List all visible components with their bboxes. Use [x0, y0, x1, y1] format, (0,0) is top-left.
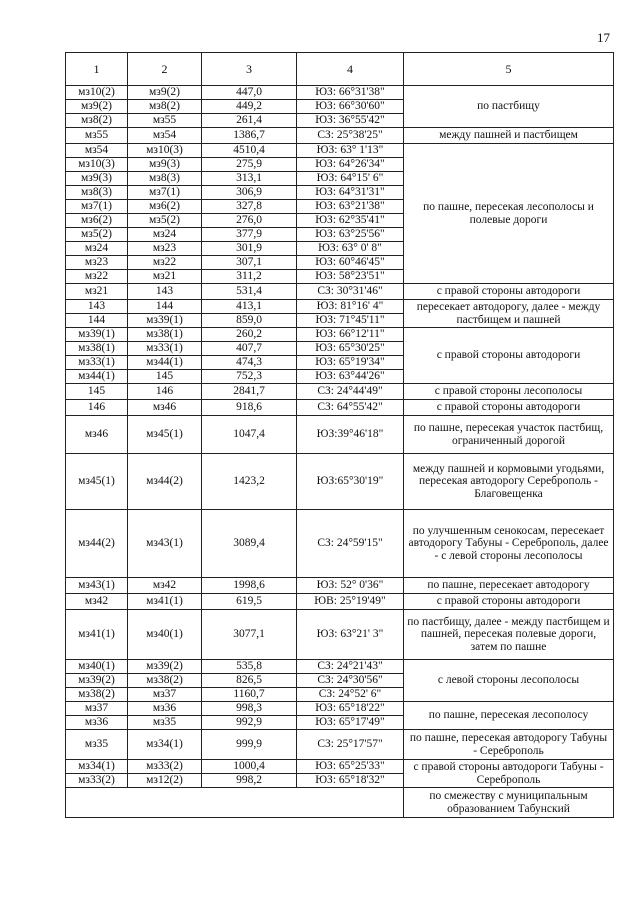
- cell-from-point: мз45(1): [66, 454, 128, 510]
- cell-description: по пастбищу: [404, 86, 614, 128]
- cell-length: 1386,7: [202, 128, 297, 144]
- table-row: [66, 86, 614, 100]
- cell-from-point: мз41(1): [66, 610, 128, 660]
- table-row: [66, 702, 614, 716]
- table-row: [66, 416, 614, 454]
- cell-from-point: мз55: [66, 128, 128, 144]
- cell-to-point: мз36: [128, 702, 202, 716]
- cell-bearing: ЮВ: 25°19'49": [297, 594, 404, 610]
- cell-from-point: мз42: [66, 594, 128, 610]
- cell-from-point: мз39(1): [66, 328, 128, 342]
- cell-from-point: мз39(2): [66, 674, 128, 688]
- cell-bearing: ЮЗ: 66°31'38": [297, 86, 404, 100]
- cell-bearing: ЮЗ: 63° 1'13": [297, 144, 404, 158]
- cell-from-point: мз8(2): [66, 114, 128, 128]
- cell-from-point: 146: [66, 400, 128, 416]
- table-row: [66, 300, 614, 314]
- cell-length: 449,2: [202, 100, 297, 114]
- table-row: [66, 760, 614, 774]
- table-row: [66, 400, 614, 416]
- table-row: [66, 328, 614, 342]
- cell-description: по улучшенным сенокосам, пересекает автодорогу Табуны - Сереброполь, далее - с левой стороны лесополосы: [404, 510, 614, 578]
- cell-length: 998,2: [202, 774, 297, 788]
- cell-description: по пашне, пересекая участок пастбищ, ограниченный дорогой: [404, 416, 614, 454]
- cell-to-point: мз9(3): [128, 158, 202, 172]
- table-row: [66, 454, 614, 510]
- table-row: [66, 578, 614, 594]
- cell-bearing: ЮЗ: 71°45'11": [297, 314, 404, 328]
- cell-length: 306,9: [202, 186, 297, 200]
- page-number: 17: [597, 30, 610, 45]
- cell-from-point: мз6(2): [66, 214, 128, 228]
- boundary-table: [65, 52, 614, 818]
- cell-description: с правой стороны автодороги: [404, 400, 614, 416]
- cell-from-point: мз38(1): [66, 342, 128, 356]
- cell-to-point: мз7(1): [128, 186, 202, 200]
- cell-to-point: мз44(1): [128, 356, 202, 370]
- cell-bearing: ЮЗ: 81°16' 4": [297, 300, 404, 314]
- cell-from-point: мз37: [66, 702, 128, 716]
- cell-bearing: ЮЗ: 64°26'34": [297, 158, 404, 172]
- cell-description: по пастбищу, далее - между пастбищем и пашней, пересекая полевые дороги, затем по пашне: [404, 610, 614, 660]
- header-col-5: 5: [404, 53, 614, 86]
- cell-to-point: мз21: [128, 270, 202, 284]
- cell-length: 1047,4: [202, 416, 297, 454]
- cell-to-point: мз12(2): [128, 774, 202, 788]
- cell-from-point: мз36: [66, 716, 128, 730]
- cell-bearing: ЮЗ: 65°25'33": [297, 760, 404, 774]
- cell-length: 1160,7: [202, 688, 297, 702]
- table-row: [66, 730, 614, 760]
- cell-to-point: 145: [128, 370, 202, 384]
- cell-from-point: 143: [66, 300, 128, 314]
- header-row: [66, 53, 614, 86]
- cell-length: 413,1: [202, 300, 297, 314]
- cell-to-point: 143: [128, 284, 202, 300]
- cell-to-point: мз23: [128, 242, 202, 256]
- cell-from-point: мз22: [66, 270, 128, 284]
- cell-description: с правой стороны лесополосы: [404, 384, 614, 400]
- cell-bearing: ЮЗ: 66°30'60": [297, 100, 404, 114]
- cell-from-point: мз35: [66, 730, 128, 760]
- cell-length: 474,3: [202, 356, 297, 370]
- cell-length: 301,9: [202, 242, 297, 256]
- cell-bearing: ЮЗ: 65°17'49": [297, 716, 404, 730]
- cell-to-point: мз38(2): [128, 674, 202, 688]
- cell-from-point: мз43(1): [66, 578, 128, 594]
- cell-length: 261,4: [202, 114, 297, 128]
- cell-from-point: мз44(2): [66, 510, 128, 578]
- cell-bearing: СЗ: 24°59'15": [297, 510, 404, 578]
- cell-empty: [66, 788, 404, 818]
- cell-to-point: мз9(2): [128, 86, 202, 100]
- cell-length: 998,3: [202, 702, 297, 716]
- cell-to-point: мз6(2): [128, 200, 202, 214]
- cell-description: по пашне, пересекая лесополосы и полевые дороги: [404, 144, 614, 284]
- header-col-3: 3: [202, 53, 297, 86]
- cell-to-point: мз38(1): [128, 328, 202, 342]
- cell-to-point: мз33(1): [128, 342, 202, 356]
- cell-bearing: ЮЗ: 63°44'26": [297, 370, 404, 384]
- cell-to-point: мз35: [128, 716, 202, 730]
- cell-description: по пашне, пересекая лесополосу: [404, 702, 614, 730]
- cell-bearing: СЗ: 25°38'25": [297, 128, 404, 144]
- cell-to-point: мз45(1): [128, 416, 202, 454]
- cell-to-point: 146: [128, 384, 202, 400]
- cell-description: по смежеству с муниципальным образованием Табунский: [404, 788, 614, 818]
- cell-to-point: мз8(2): [128, 100, 202, 114]
- cell-length: 260,2: [202, 328, 297, 342]
- cell-bearing: ЮЗ:39°46'18": [297, 416, 404, 454]
- cell-to-point: мз41(1): [128, 594, 202, 610]
- cell-length: 2841,7: [202, 384, 297, 400]
- cell-length: 3089,4: [202, 510, 297, 578]
- table-row: [66, 144, 614, 158]
- cell-length: 311,2: [202, 270, 297, 284]
- table-row: [66, 384, 614, 400]
- cell-to-point: мз24: [128, 228, 202, 242]
- cell-bearing: ЮЗ: 64°15' 6": [297, 172, 404, 186]
- cell-length: 447,0: [202, 86, 297, 100]
- cell-bearing: СЗ: 24°44'49": [297, 384, 404, 400]
- header-col-4: 4: [297, 53, 404, 86]
- cell-length: 918,6: [202, 400, 297, 416]
- cell-to-point: мз33(2): [128, 760, 202, 774]
- cell-length: 1998,6: [202, 578, 297, 594]
- cell-from-point: 144: [66, 314, 128, 328]
- cell-to-point: мз44(2): [128, 454, 202, 510]
- table-row: [66, 660, 614, 674]
- cell-to-point: мз43(1): [128, 510, 202, 578]
- cell-length: 327,8: [202, 200, 297, 214]
- cell-description: с левой стороны лесополосы: [404, 660, 614, 702]
- table-row: [66, 788, 614, 818]
- cell-to-point: мз8(3): [128, 172, 202, 186]
- cell-length: 752,3: [202, 370, 297, 384]
- cell-description: между пашней и кормовыми угодьями, пересекая автодорогу Сереброполь - Благовещенка: [404, 454, 614, 510]
- cell-bearing: СЗ: 25°17'57": [297, 730, 404, 760]
- cell-length: 999,9: [202, 730, 297, 760]
- cell-to-point: мз39(2): [128, 660, 202, 674]
- table-row: [66, 610, 614, 660]
- table-row: [66, 284, 614, 300]
- cell-bearing: ЮЗ: 62°35'41": [297, 214, 404, 228]
- cell-to-point: мз42: [128, 578, 202, 594]
- cell-from-point: мз23: [66, 256, 128, 270]
- cell-bearing: ЮЗ: 63°21' 3": [297, 610, 404, 660]
- cell-to-point: мз5(2): [128, 214, 202, 228]
- cell-from-point: мз24: [66, 242, 128, 256]
- cell-bearing: ЮЗ:65°30'19": [297, 454, 404, 510]
- cell-bearing: ЮЗ: 65°18'22": [297, 702, 404, 716]
- cell-to-point: мз54: [128, 128, 202, 144]
- cell-to-point: 144: [128, 300, 202, 314]
- cell-to-point: мз34(1): [128, 730, 202, 760]
- cell-length: 531,4: [202, 284, 297, 300]
- cell-bearing: ЮЗ: 66°12'11": [297, 328, 404, 342]
- cell-from-point: мз40(1): [66, 660, 128, 674]
- cell-from-point: мз46: [66, 416, 128, 454]
- cell-length: 992,9: [202, 716, 297, 730]
- cell-from-point: мз9(2): [66, 100, 128, 114]
- cell-bearing: СЗ: 24°52' 6": [297, 688, 404, 702]
- cell-description: с правой стороны автодороги: [404, 328, 614, 384]
- cell-bearing: СЗ: 30°31'46": [297, 284, 404, 300]
- cell-length: 407,7: [202, 342, 297, 356]
- cell-length: 377,9: [202, 228, 297, 242]
- cell-bearing: ЮЗ: 63° 0' 8": [297, 242, 404, 256]
- cell-from-point: мз8(3): [66, 186, 128, 200]
- cell-bearing: ЮЗ: 63°25'56": [297, 228, 404, 242]
- header-col-2: 2: [128, 53, 202, 86]
- cell-length: 619,5: [202, 594, 297, 610]
- cell-length: 859,0: [202, 314, 297, 328]
- cell-bearing: ЮЗ: 65°18'32": [297, 774, 404, 788]
- cell-length: 1423,2: [202, 454, 297, 510]
- cell-to-point: мз37: [128, 688, 202, 702]
- cell-description: с правой стороны автодороги Табуны - Сереброполь: [404, 760, 614, 788]
- cell-from-point: мз44(1): [66, 370, 128, 384]
- cell-bearing: СЗ: 24°21'43": [297, 660, 404, 674]
- cell-bearing: ЮЗ: 52° 0'36": [297, 578, 404, 594]
- cell-description: по пашне, пересекает автодорогу: [404, 578, 614, 594]
- cell-to-point: мз10(3): [128, 144, 202, 158]
- cell-length: 826,5: [202, 674, 297, 688]
- cell-from-point: мз5(2): [66, 228, 128, 242]
- cell-bearing: ЮЗ: 63°21'38": [297, 200, 404, 214]
- cell-description: по пашне, пересекая автодорогу Табуны - Сереброполь: [404, 730, 614, 760]
- cell-length: 1000,4: [202, 760, 297, 774]
- cell-from-point: мз10(2): [66, 86, 128, 100]
- table-row: [66, 594, 614, 610]
- cell-description: между пашней и пастбищем: [404, 128, 614, 144]
- header-col-1: 1: [66, 53, 128, 86]
- cell-to-point: мз46: [128, 400, 202, 416]
- cell-bearing: ЮЗ: 58°23'51": [297, 270, 404, 284]
- table-row: [66, 510, 614, 578]
- cell-length: 307,1: [202, 256, 297, 270]
- cell-from-point: мз33(1): [66, 356, 128, 370]
- cell-length: 3077,1: [202, 610, 297, 660]
- cell-length: 313,1: [202, 172, 297, 186]
- cell-length: 276,0: [202, 214, 297, 228]
- cell-description: с правой стороны автодороги: [404, 594, 614, 610]
- cell-to-point: мз22: [128, 256, 202, 270]
- cell-length: 535,8: [202, 660, 297, 674]
- cell-description: пересекает автодорогу, далее - между пастбищем и пашней: [404, 300, 614, 328]
- cell-from-point: мз33(2): [66, 774, 128, 788]
- table-row: [66, 128, 614, 144]
- cell-from-point: мз34(1): [66, 760, 128, 774]
- cell-bearing: СЗ: 64°55'42": [297, 400, 404, 416]
- cell-to-point: мз55: [128, 114, 202, 128]
- cell-from-point: мз7(1): [66, 200, 128, 214]
- cell-bearing: ЮЗ: 65°30'25": [297, 342, 404, 356]
- cell-length: 4510,4: [202, 144, 297, 158]
- cell-bearing: ЮЗ: 65°19'34": [297, 356, 404, 370]
- cell-bearing: СЗ: 24°30'56": [297, 674, 404, 688]
- cell-from-point: мз54: [66, 144, 128, 158]
- cell-from-point: 145: [66, 384, 128, 400]
- cell-to-point: мз39(1): [128, 314, 202, 328]
- cell-bearing: ЮЗ: 36°55'42": [297, 114, 404, 128]
- cell-bearing: ЮЗ: 64°31'31": [297, 186, 404, 200]
- cell-from-point: мз9(3): [66, 172, 128, 186]
- cell-description: с правой стороны автодороги: [404, 284, 614, 300]
- cell-from-point: мз38(2): [66, 688, 128, 702]
- cell-from-point: мз21: [66, 284, 128, 300]
- cell-from-point: мз10(3): [66, 158, 128, 172]
- cell-bearing: ЮЗ: 60°46'45": [297, 256, 404, 270]
- cell-length: 275,9: [202, 158, 297, 172]
- cell-to-point: мз40(1): [128, 610, 202, 660]
